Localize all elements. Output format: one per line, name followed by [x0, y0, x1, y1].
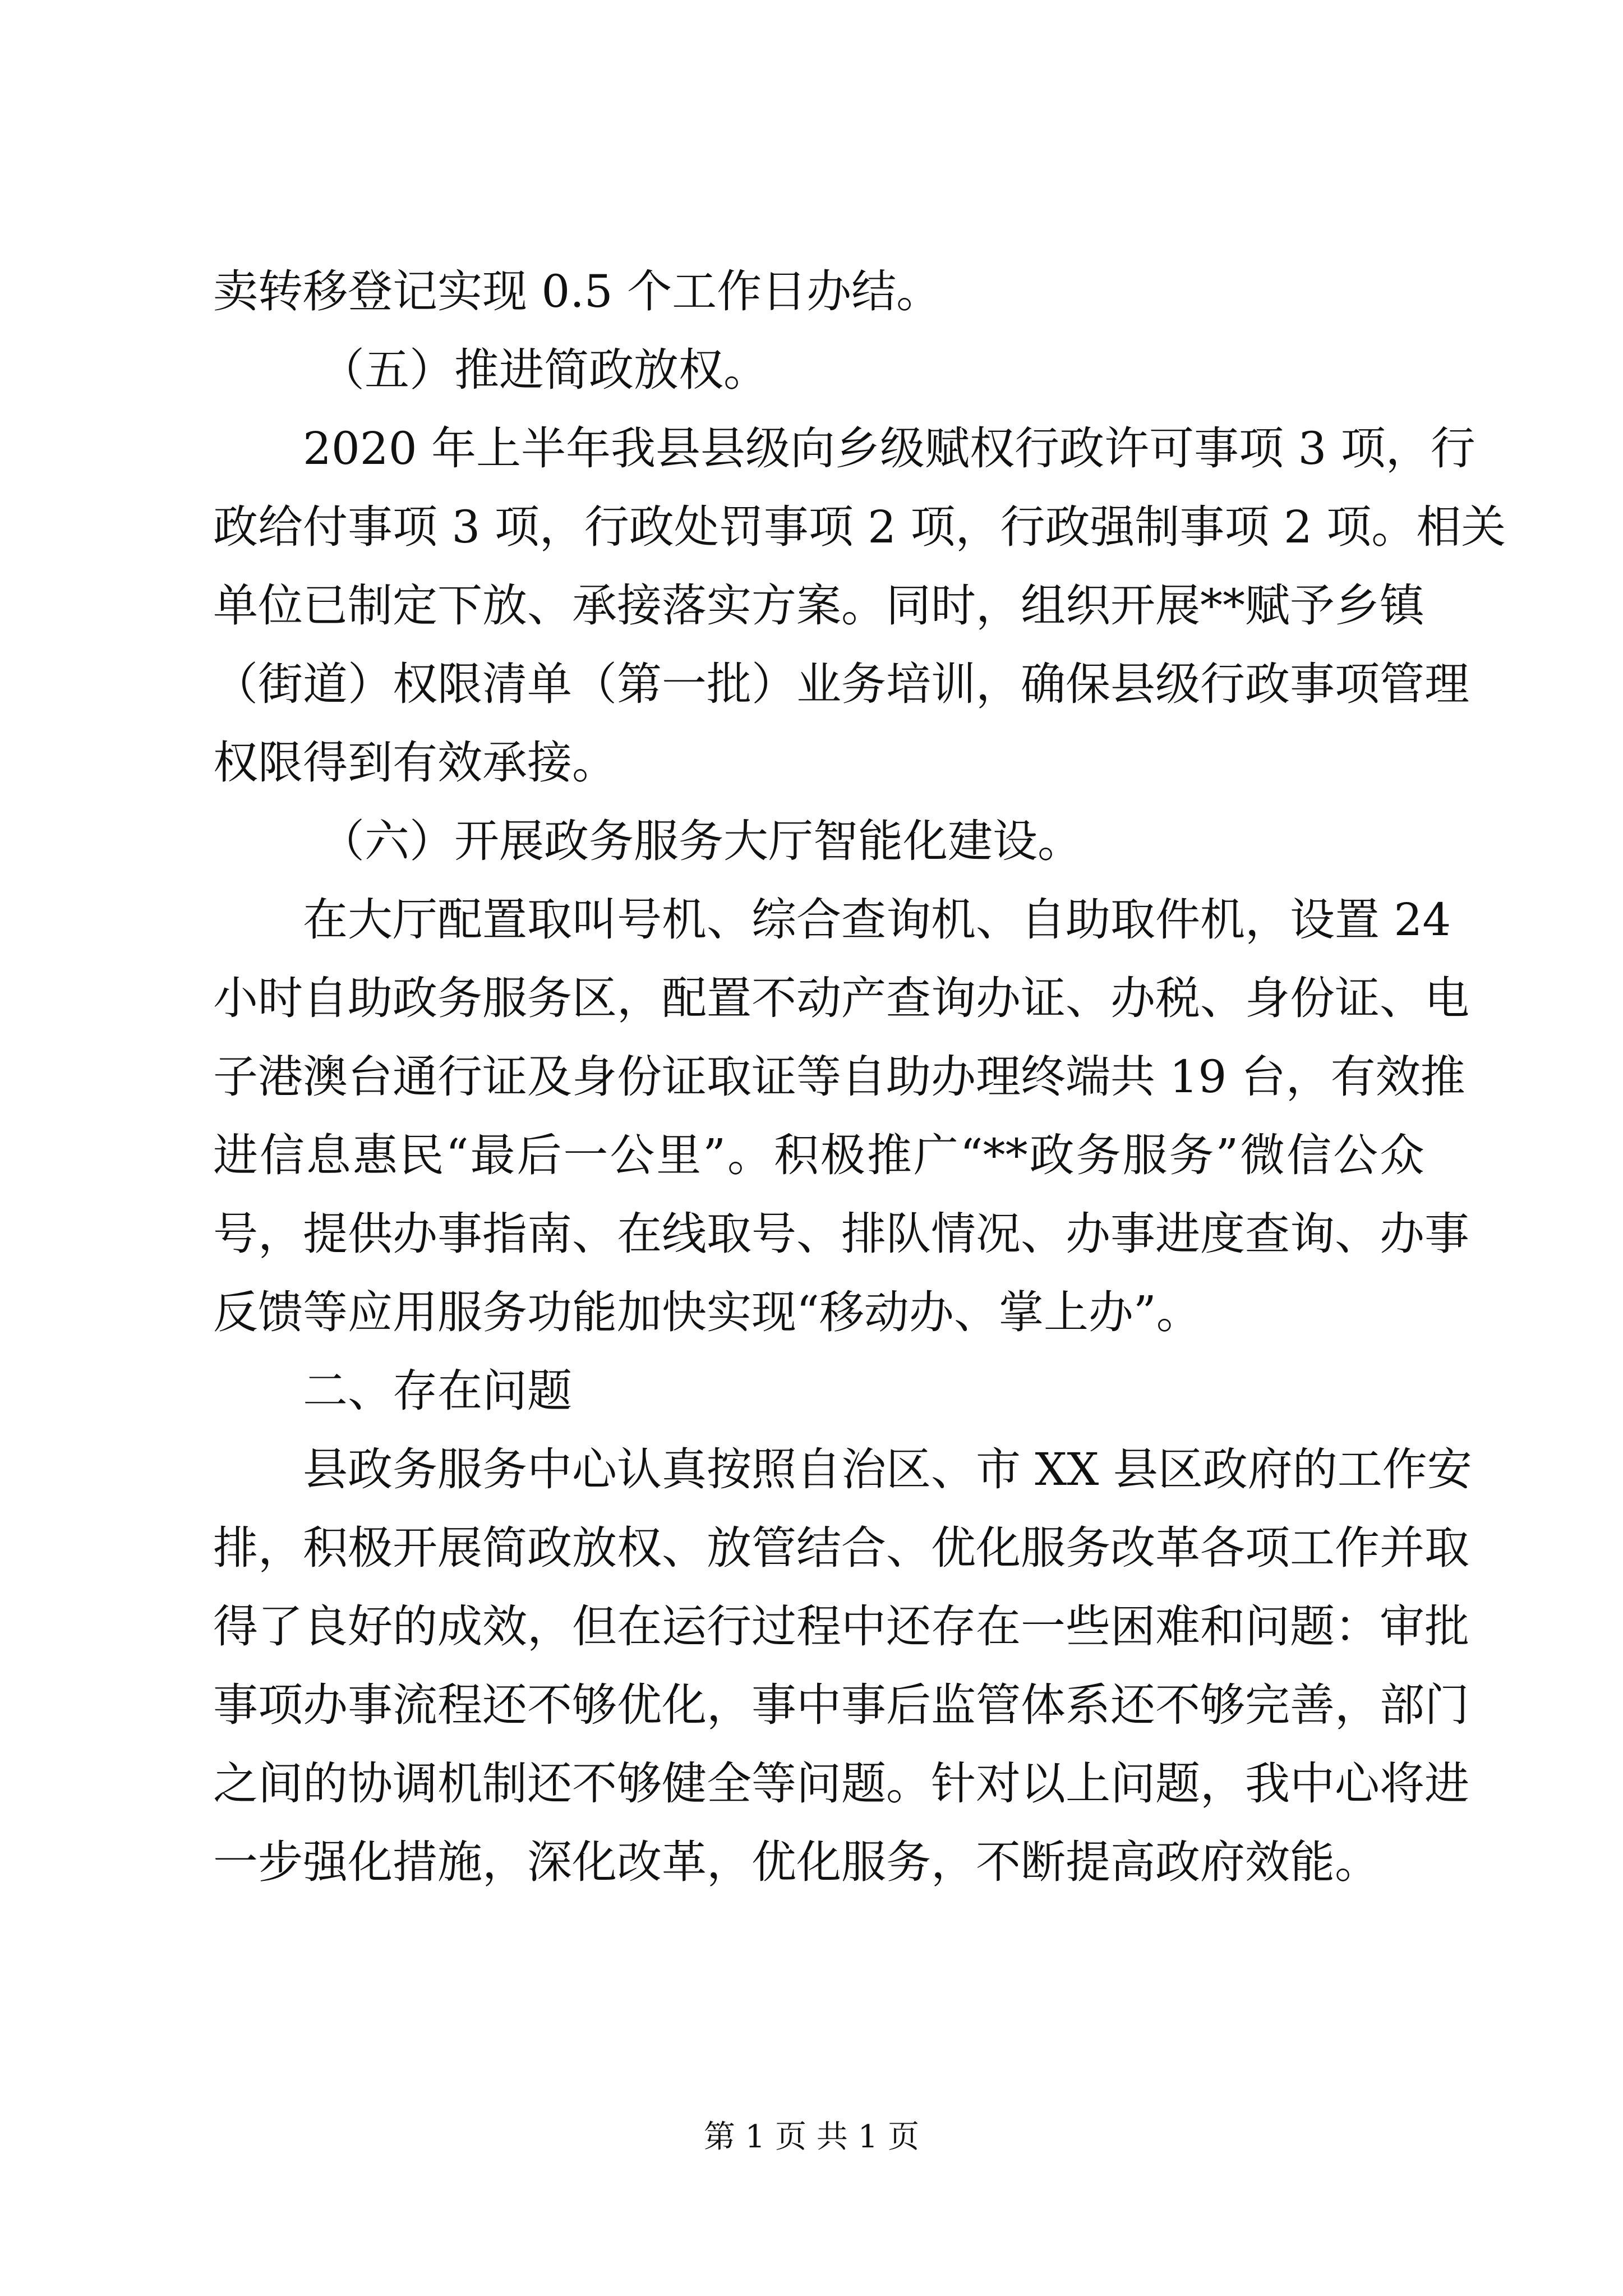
body-line: 得了良好的成效，但在运行过程中还存在一些困难和问题：审批: [213, 1600, 1469, 1653]
body-line: （街道）权限清单（第一批）业务培训，确保县级行政事项管理: [213, 658, 1469, 710]
body-line: 政给付事项 3 项，行政处罚事项 2 项，行政强制事项 2 项。相关: [213, 501, 1506, 553]
body-line: 小时自助政务服务区，配置不动产查询办证、办税、身份证、电: [213, 972, 1469, 1024]
page-footer: [0, 2115, 1623, 2160]
body-line: 子港澳台通行证及身份证取证等自助办理终端共 19 台，有效推: [213, 1051, 1465, 1103]
body-line: 在大厅配置取叫号机、综合查询机、自助取件机，设置 24: [303, 894, 1451, 946]
body-line: 一步强化措施，深化改革，优化服务，不断提高政府效能。: [213, 1836, 1380, 1888]
section-heading-problems: 二、存在问题: [303, 1365, 572, 1417]
body-line: 号，提供办事指南、在线取号、排队情况、办事进度查询、办事: [213, 1208, 1469, 1260]
body-line: 权限得到有效承接。: [213, 737, 617, 789]
page-number-label: 第 1 页 共 1 页: [703, 2119, 920, 2155]
body-line: 反馈等应用服务功能加快实现“移动办、掌上办”。: [213, 1286, 1201, 1338]
body-line: 卖转移登记实现 0.5 个工作日办结。: [213, 265, 942, 318]
section-heading-5: （五）推进简政放权。: [320, 344, 768, 396]
body-line: 之间的协调机制还不够健全等问题。针对以上问题，我中心将进: [213, 1757, 1469, 1810]
body-line: 单位已制定下放、承接落实方案。同时，组织开展**赋予乡镇: [213, 579, 1424, 632]
body-line: 进信息惠民“最后一公里”。积极推广“**政务服务”微信公众: [213, 1129, 1424, 1181]
body-line: 县政务服务中心认真按照自治区、市 XX 县区政府的工作安: [303, 1443, 1472, 1496]
section-heading-6: （六）开展政务服务大厅智能化建设。: [320, 815, 1082, 867]
body-line: 排，积极开展简政放权、放管结合、优化服务改革各项工作并取: [213, 1522, 1469, 1574]
document-body: [213, 252, 1506, 1902]
body-line: 2020 年上半年我县县级向乡级赋权行政许可事项 3 项，行: [303, 422, 1476, 475]
body-line: 事项办事流程还不够优化，事中事后监管体系还不够完善，部门: [213, 1679, 1469, 1731]
